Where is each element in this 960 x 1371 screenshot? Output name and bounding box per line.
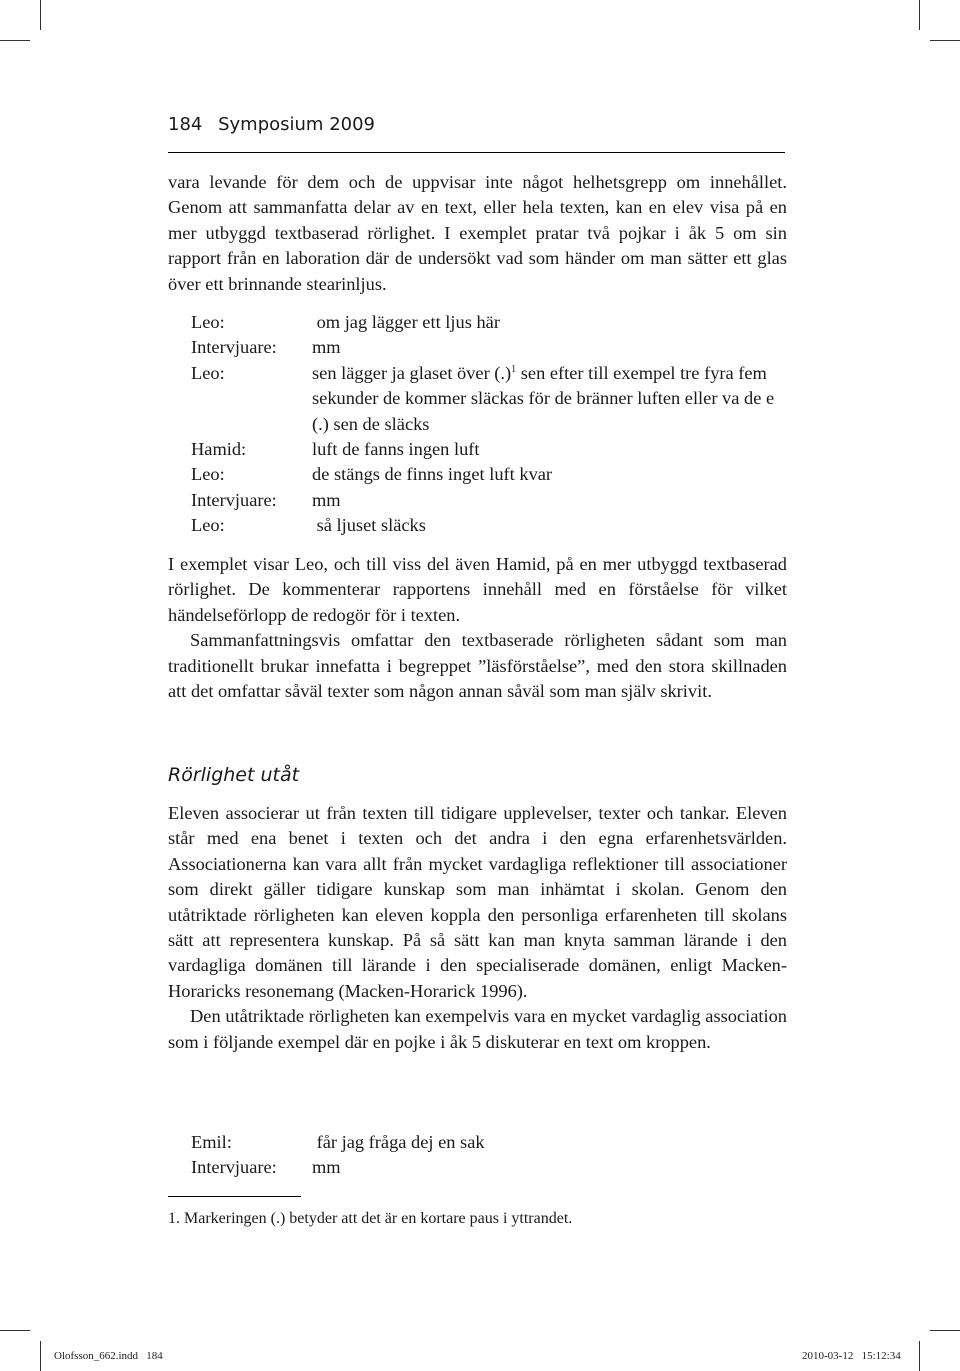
body-paragraph: Sammanfattningsvis omfattar den textbaserade rörligheten sådant som man traditionellt brukar innefatta i begreppet ”läsförståelse”, med den stora skillnaden att det omfattar såväl texter som någon annan såväl som man själv skrivit. [168,630,787,702]
dialogue-excerpt [191,310,791,539]
dialogue-turn [191,361,791,437]
slug-timestamp: 2010-03-12 15:12:34 [802,1350,901,1362]
crop-mark [0,40,30,41]
dialogue-turn [191,462,791,487]
body-paragraph: vara levande för dem och de uppvisar inte något helhetsgrepp om innehållet. Genom att sammanfatta delar av en text, eller hela texten, kan en elev visa på en mer utbyggd textbaserad rörlighet. I exemplet pratar två pojkar i åk 5 om sin rapport från en laboration där de undersökt vad som händer om man sätter ett glas över ett brinnande stearinljus. [168,172,787,294]
utterance: om jag lägger ett ljus här [312,312,500,332]
crop-mark [919,0,920,30]
crop-mark [919,1341,920,1371]
crop-mark [40,1341,41,1371]
footnote: 1. Markeringen (.) betyder att det är en kortare paus i yttrandet. [168,1210,573,1227]
header-rule [168,152,785,153]
speaker-label: Intervjuare: [191,1157,277,1178]
section-paragraph-block [168,801,787,1055]
dialogue-turn [191,310,791,335]
body-paragraph: Den utåtriktade rörligheten kan exempelvis vara en mycket vardaglig association som i följande exempel där en pojke i åk 5 diskuterar en text om kroppen. [168,1006,787,1052]
dialogue-turn [191,513,791,538]
utterance: luft de fanns ingen luft [312,439,480,460]
dialogue-turn [191,437,791,462]
body-paragraph: I exemplet visar Leo, och till viss del även Hamid, på en mer utbyggd textbaserad rörlighet. De kommenterar rapportens innehåll med en förståelse för vilket händelseförlopp de redogör för i texten. [168,554,787,625]
speaker-label: Hamid: [191,439,247,460]
running-header [168,114,784,135]
dialogue-turn [191,335,791,360]
slug-filename: Olofsson_662.indd 184 [54,1350,163,1362]
utterance: får jag fråga dej en sak [312,1132,485,1152]
section-heading: Rörlighet utåt [168,764,300,786]
utterance: så ljuset släcks [312,515,426,536]
footnote-marker: 1 [511,363,517,375]
utterance: mm [312,1157,341,1178]
utterance: mm [312,337,341,358]
speaker-label: Intervjuare: [191,489,277,510]
speaker-label: Leo: [191,515,225,536]
footnote-rule [168,1196,301,1197]
crop-mark [930,40,960,41]
dialogue-turn [191,1130,791,1155]
page-number: 184 [168,114,203,135]
speaker-label: Emil: [191,1132,232,1152]
utterance: mm [312,489,341,510]
crop-mark [40,0,41,30]
body-paragraph: Eleven associerar ut från texten till tidigare upplevelser, texter och tankar. Eleven står med ena benet i texten och det andra i den egna erfarenhetsvärlden. Associationerna kan vara allt från mycket vardagliga reflektioner till associationer som direkt gäller tidigare kunskap som man inhämtat i skolan. Genom den utåtriktade rörligheten kan eleven koppla den personliga erfarenheten till skolans sätt att representera kunskap. På så sätt kan man knyta samman lärande i den vardagliga domänen till lärande i den specialiserade domänen, enligt Macken- Horaricks resonemang (Macken-Horarick 1996). [168,803,787,1001]
utterance: sen lägger ja glaset över (.)$^1$ sen efter till exempel tre fyra fem sekunder de kommer släckas för de bränner luften eller va de e (.) sen de släcks [312,362,775,434]
speaker-label: Leo: [191,312,225,332]
speaker-label: Leo: [191,362,225,383]
analysis-paragraph-block [168,552,787,704]
utterance: de stängs de finns inget luft kvar [312,464,553,485]
dialogue-turn [191,488,791,513]
speaker-label: Leo: [191,464,225,485]
speaker-label: Intervjuare: [191,337,277,358]
crop-mark [930,1330,960,1331]
running-title: Symposium 2009 [218,114,375,135]
intro-paragraph-block [168,170,787,297]
dialogue-excerpt-2 [191,1130,791,1181]
dialogue-turn [191,1155,791,1180]
crop-mark [0,1330,30,1331]
